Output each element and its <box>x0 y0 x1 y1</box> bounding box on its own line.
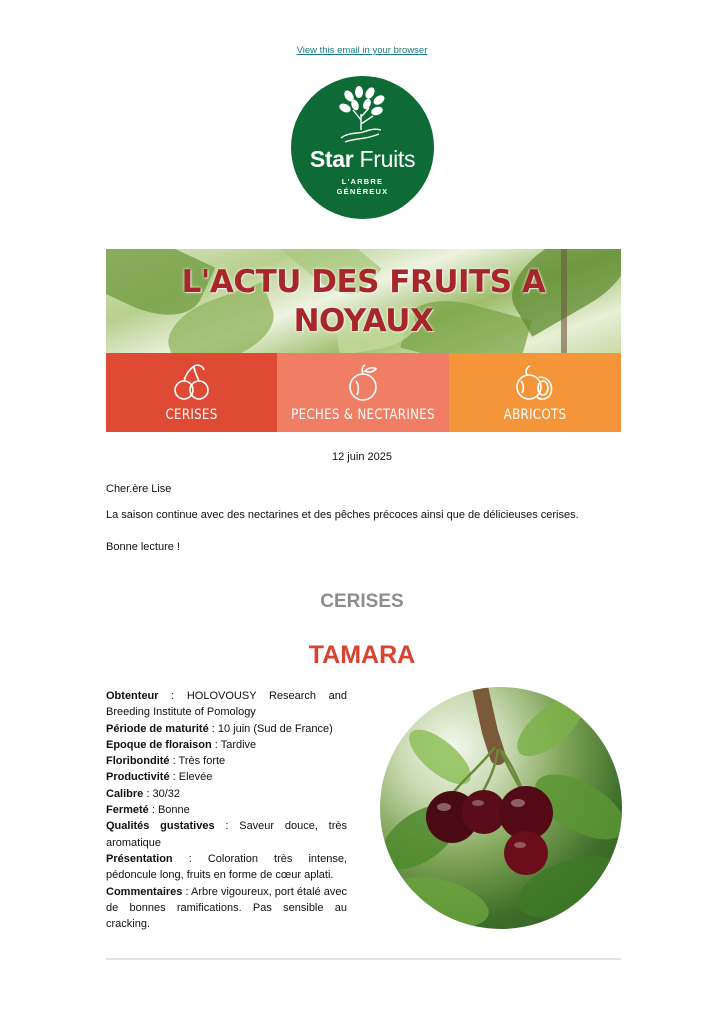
cherry-photo <box>380 687 622 929</box>
category-abricots-button[interactable] <box>449 353 621 432</box>
spec-row: Qualités gustatives : Saveur douce, très aromatique <box>106 820 348 849</box>
category-label: CERISES <box>165 407 218 423</box>
logo-tagline-1: L'ARBRE <box>341 177 384 186</box>
category-label: ABRICOTS <box>503 407 567 423</box>
spec-row: Période de maturité : 10 juin (Sud de France) <box>106 722 333 735</box>
logo-wordmark: Star Fruits <box>309 146 416 172</box>
spec-row: Obtenteur : HOLOVOUSY Research and Breeding Institute of Pomology <box>106 690 347 719</box>
newsletter-banner <box>106 249 621 432</box>
spec-row: Productivité : Elevée <box>106 771 213 784</box>
section-divider <box>106 958 621 960</box>
cherries-icon <box>170 363 214 403</box>
category-peches-nectarines-button[interactable] <box>277 353 449 432</box>
spec-row: Floribondité : Très forte <box>106 755 226 768</box>
section-title: CERISES <box>320 591 404 612</box>
category-label: PECHES & NECTARINES <box>291 407 435 423</box>
tree-hand-icon <box>335 86 391 146</box>
category-cerises-button[interactable] <box>106 353 277 432</box>
logo-tagline-2: GÉNÉREUX <box>336 187 389 196</box>
intro-text: La saison continue avec des nectarines et des pêches précoces ainsi que de délicieuses cerises. <box>106 509 579 521</box>
apricot-icon <box>513 363 557 403</box>
greeting: Cher.ère Lise <box>106 483 172 495</box>
spec-row: Epoque de floraison : Tardive <box>106 738 257 751</box>
spec-row: Calibre : 30/32 <box>106 787 180 800</box>
spec-row: Présentation : Coloration très intense, pédoncule long, fruits en forme de cœur aplati. <box>106 852 347 882</box>
star-fruits-logo[interactable] <box>291 76 434 219</box>
variety-title: TAMARA <box>308 641 416 669</box>
variety-specs <box>106 688 347 932</box>
peach-icon <box>343 363 383 403</box>
view-in-browser-link[interactable]: View this email in your browser <box>296 45 428 56</box>
spec-row: Fermeté : Bonne <box>106 804 190 817</box>
banner-title: L'ACTU DES FRUITS A NOYAUX <box>181 264 546 339</box>
closing-text: Bonne lecture ! <box>106 541 180 553</box>
spec-row: Commentaires : Arbre vigoureux, port étalé avec de bonnes ramifications. Pas sensible au cracking. <box>106 885 347 931</box>
issue-date: 12 juin 2025 <box>332 451 392 463</box>
banner-leaf-background <box>106 249 621 353</box>
